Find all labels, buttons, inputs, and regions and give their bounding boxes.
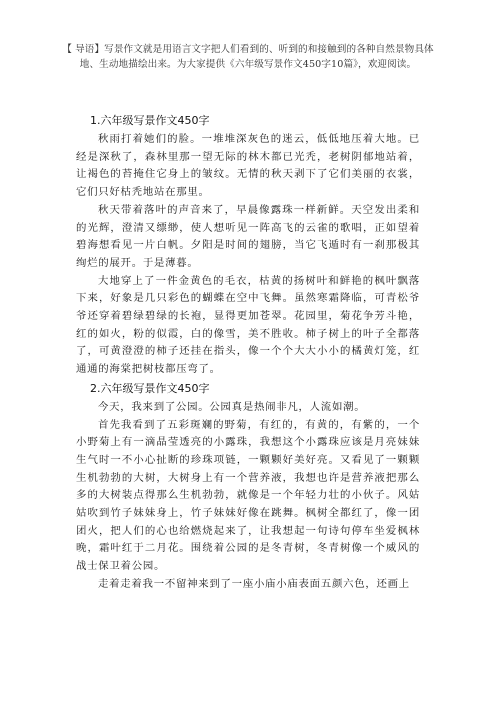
article-body bbox=[76, 111, 420, 594]
paragraph: 首先我看到了五彩斑斓的野菊，有红的，有黄的，有紫的，一个小野菊上有一滴晶莹透亮的小露珠，我想这个小露珠应该是月亮妹妹生气时一不小心扯断的珍珠项链，一颗颗好美好亮。又看见了一颗颗生机勃勃的大树，大树身上有一个营养液，我想也许是营养液把那么多的大树装点得那么生机勃勃，就像是一个年轻力壮的小伙子。风姑姑吹到竹子妹妹身上，竹子妹妹好像在跳舞。枫树全都红了，像一团团火，把人们的心也给燃烧起来了，让我想起一句诗句停车坐爱枫林晚，霜叶红于二月花。围绕着公园的是冬青树，冬青树像一个威风的战士保卫着公园。 bbox=[76, 418, 420, 573]
paragraph: 秋雨打着她们的脸。一堆堆深灰色的迷云，低低地压着大地。已经是深秋了，森林里那一望无际的林木都已光秃，老树阴郁地站着，让褐色的苔掩住它身上的皱纹。无情的秋天剥下了它们美丽的衣裳，它们只好枯秃地站在那里。 bbox=[76, 133, 420, 199]
section-heading-1: 1.六年级写景作文450字 bbox=[90, 114, 210, 127]
section-heading-2: 2.六年级写景作文450字 bbox=[90, 381, 210, 395]
paragraph: 今天，我来到了公园。公园真是热闹非凡，人流如潮。 bbox=[98, 400, 366, 413]
guide-intro: 【 导语】写景作文就是用语言文字把人们看到的、听到的和接触到的各种自然景物具体地、生动地描绘出来。为大家提供《六年级写景作文450字10篇》，欢迎阅读。 bbox=[62, 44, 434, 70]
paragraph: 走着走着我一不留神来到了一座小庙小庙表面五颜六色，还画上 bbox=[98, 577, 410, 590]
paragraph: 秋天带着落叶的声音来了，早晨像露珠一样新鲜。天空发出柔和的光辉，澄清又缥缈，使人想听见一阵高飞的云雀的歌唱，正如望着碧海想看见一片白帆。夕阳是时间的翅膀，当它飞遁时有一刹那极其绚烂的展开。于是薄暮。 bbox=[76, 203, 420, 269]
paragraph: 大地穿上了一件金黄色的毛衣，枯黄的扬树叶和鲜艳的枫叶飘落下来，好象是几只彩色的蝴蝶在空中飞舞。虽然寒霜降临，可青松爷爷还穿着碧绿碧绿的长袍，显得更加苍翠。花园里，菊花争芳斗艳，红的如火，粉的似霞，白的像雪，美不胜收。柿子树上的叶子全都落了，可黄澄澄的柿子还挂在指头，像一个个大大小小的橘黄灯笼，红通通的海棠把树枝都压弯了。 bbox=[76, 274, 420, 376]
